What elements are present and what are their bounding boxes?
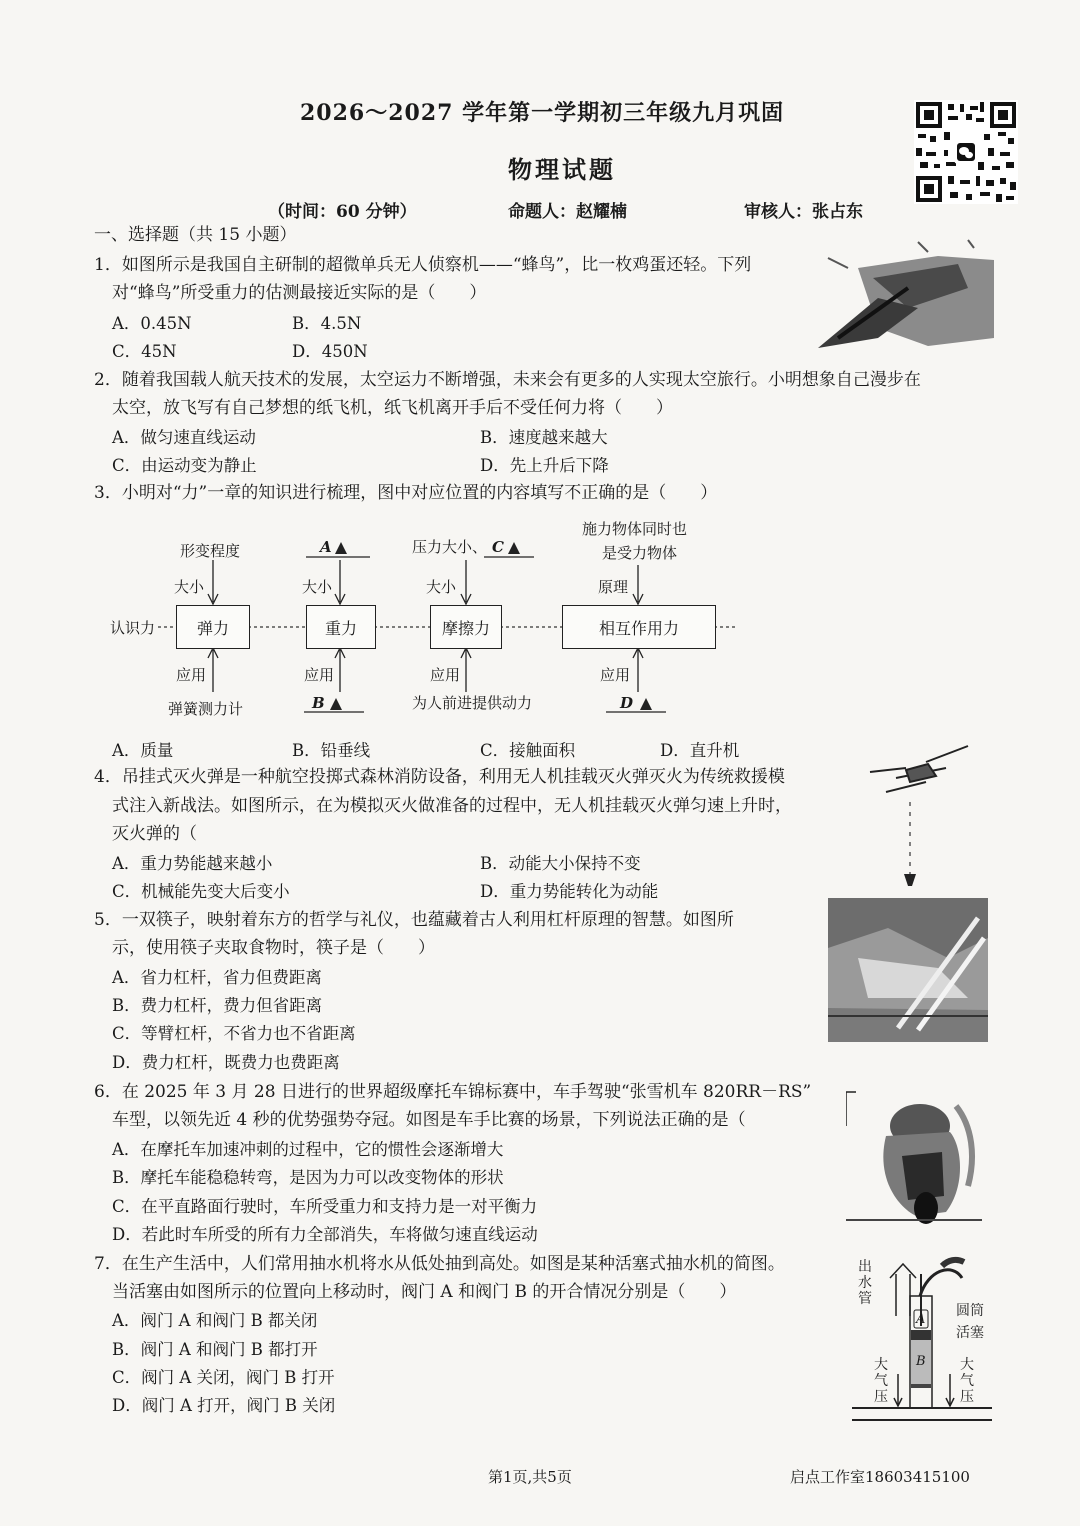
question-4-line-2: 式注入新战法。如图所示，在为模拟灭火做准备的过程中，无人机挂载灭火弹匀速上升时， — [112, 796, 792, 816]
diagram-left-label: 认识力 — [110, 619, 156, 637]
box-gravity: 重力 — [306, 605, 376, 649]
blank-d: D — [620, 694, 634, 712]
q5-option-d: D．费力杠杆，既费力也费距离 — [112, 1053, 340, 1072]
pump-label-outlet-1: 出 — [858, 1259, 872, 1275]
pump-label-outlet-3: 管 — [858, 1291, 872, 1307]
exam-title: 2026～2027 学年第一学期初三年级九月巩固 — [300, 100, 785, 126]
box-interaction-force: 相互作用力 — [562, 605, 716, 649]
drone-firebomb-figure — [866, 742, 972, 892]
arrow-label-principle: 原理 — [598, 578, 629, 596]
q6-option-c: C．在平直路面行驶时，车所受重力和支持力是一对平衡力 — [112, 1197, 538, 1216]
blank-b: B — [312, 694, 325, 712]
question-4-line-1: 4．吊挂式灭火弹是一种航空投掷式森林消防设备，利用无人机挂载灭火弹灭火为传统救援模 — [94, 767, 785, 787]
label-interaction-1: 施力物体同时也 — [582, 520, 688, 538]
subject-title: 物理试题 — [508, 155, 616, 184]
box-elastic-force: 弹力 — [176, 605, 250, 649]
q6-option-b: B．摩托车能稳稳转弯，是因为力可以改变物体的形状 — [112, 1168, 504, 1187]
question-3-line-1: 3．小明对“力”一章的知识进行梳理，图中对应位置的内容填写不正确的是（ ） — [94, 483, 718, 503]
pump-air-left-1: 大 — [874, 1357, 888, 1373]
arrow-label-size-1: 大小 — [174, 578, 205, 596]
q1-option-d: D．450N — [292, 342, 368, 361]
section-heading: 一、选择题（共 15 小题） — [94, 225, 297, 245]
pump-air-left-2: 气 — [874, 1373, 888, 1389]
box-friction: 摩擦力 — [430, 605, 502, 649]
question-6-line-1: 6．在 2025 年 3 月 28 日进行的世界超级摩托车锦标赛中，车手驾驶“张雪机车 820RR－RS” — [94, 1082, 812, 1102]
q3-option-d: D．直升机 — [660, 741, 740, 760]
exam-time: （时间：60 分钟） — [268, 202, 417, 222]
arrow-label-app-3: 应用 — [430, 666, 461, 684]
pump-valve-b: B — [916, 1354, 926, 1369]
q7-option-b: B．阀门 A 和阀门 B 都打开 — [112, 1340, 318, 1359]
pump-air-right-2: 气 — [960, 1373, 974, 1389]
chopsticks-photo — [828, 898, 988, 1042]
blank-c: C — [492, 538, 504, 556]
q3-option-a: A．质量 — [112, 741, 174, 760]
question-5-line-2: 示，使用筷子夹取食物时，筷子是（ ） — [112, 938, 435, 958]
question-1-line-2: 对“蜂鸟”所受重力的估测最接近实际的是（ ） — [112, 283, 487, 303]
arrow-label-app-2: 应用 — [304, 666, 335, 684]
q6-option-d: D．若此时车所受的所有力全部消失，车将做匀速直线运动 — [112, 1225, 538, 1244]
label-interaction-2: 是受力物体 — [602, 544, 678, 562]
q7-option-c: C．阀门 A 关闭，阀门 B 打开 — [112, 1368, 335, 1387]
arrow-label-app-4: 应用 — [600, 666, 631, 684]
arrow-label-size-3: 大小 — [426, 578, 457, 596]
q4-option-a: A．重力势能越来越小 — [112, 854, 273, 873]
q1-option-c: C．45N — [112, 342, 177, 361]
blank-a: A — [320, 538, 332, 556]
question-5-line-1: 5．一双筷子，映射着东方的哲学与礼仪，也蕴藏着古人利用杠杆原理的智慧。如图所 — [94, 910, 734, 930]
pump-air-left-3: 压 — [874, 1389, 888, 1405]
question-2-line-1: 2．随着我国载人航天技术的发展，太空运力不断增强，未来会有更多的人实现太空旅行。小明想象自己漫步在 — [94, 370, 921, 390]
q4-option-d: D．重力势能转化为动能 — [480, 882, 659, 901]
label-pressure: 压力大小、 — [412, 538, 488, 556]
q4-option-c: C．机械能先变大后变小 — [112, 882, 290, 901]
pump-label-outlet-2: 水 — [858, 1275, 872, 1291]
pump-label-piston: 活塞 — [956, 1325, 984, 1341]
question-4-line-3: 灭火弹的（ — [112, 824, 197, 844]
pump-valve-a: A — [916, 1312, 926, 1327]
q2-option-c: C．由运动变为静止 — [112, 456, 257, 475]
q5-option-b: B．费力杠杆，费力但省距离 — [112, 996, 323, 1015]
q5-option-a: A．省力杠杆，省力但费距离 — [112, 968, 322, 987]
arrow-label-app-1: 应用 — [176, 666, 207, 684]
pump-label-cylinder: 圆筒 — [956, 1303, 984, 1319]
label-deformation: 形变程度 — [180, 542, 241, 560]
pump-air-right-1: 大 — [960, 1357, 974, 1373]
q1-option-a: A．0.45N — [112, 314, 192, 333]
question-2-line-2: 太空，放飞写有自己梦想的纸飞机，纸飞机离开手后不受任何力将（ ） — [112, 398, 673, 418]
q3-option-b: B．铅垂线 — [292, 741, 371, 760]
q4-option-b: B．动能大小保持不变 — [480, 854, 641, 873]
pump-air-right-3: 压 — [960, 1389, 974, 1405]
question-7-line-2: 当活塞由如图所示的位置向上移动时，阀门 A 和阀门 B 的开合情况分别是（ ） — [112, 1282, 737, 1302]
q2-option-b: B．速度越来越大 — [480, 428, 608, 447]
label-walking-power: 为人前进提供动力 — [412, 694, 533, 712]
question-1-line-1: 1．如图所示是我国自主研制的超微单兵无人侦察机——“蜂鸟”，比一枚鸡蛋还轻。下列 — [94, 255, 752, 275]
q1-option-b: B．4.5N — [292, 314, 362, 333]
q3-option-c: C．接触面积 — [480, 741, 576, 760]
q5-option-c: C．等臂杠杆，不省力也不省距离 — [112, 1024, 356, 1043]
piston-pump-diagram — [852, 1256, 992, 1426]
arrow-label-size-2: 大小 — [302, 578, 333, 596]
q2-option-d: D．先上升后下降 — [480, 456, 609, 475]
q7-option-d: D．阀门 A 打开，阀门 B 关闭 — [112, 1396, 336, 1415]
q2-option-a: A．做匀速直线运动 — [112, 428, 256, 447]
question-7-line-1: 7．在生产生活中，人们常用抽水机将水从低处抽到高处。如图是某种活塞式抽水机的简图。 — [94, 1254, 785, 1274]
question-6-line-2: 车型，以领先近 4 秒的优势强势夺冠。如图是车手比赛的场景，下列说法正确的是（ — [112, 1110, 746, 1130]
q7-option-a: A．阀门 A 和阀门 B 都关闭 — [112, 1311, 318, 1330]
page-number: 第1页,共5页 — [488, 1468, 572, 1486]
studio-contact: 启点工作室18603415100 — [790, 1468, 970, 1486]
exam-author: 命题人：赵耀楠 — [508, 202, 627, 222]
label-spring-scale: 弹簧测力计 — [168, 700, 244, 718]
q6-option-a: A．在摩托车加速冲刺的过程中，它的惯性会逐渐增大 — [112, 1140, 504, 1159]
motorcycle-photo — [846, 1086, 982, 1226]
exam-reviewer: 审核人：张占东 — [744, 202, 863, 222]
